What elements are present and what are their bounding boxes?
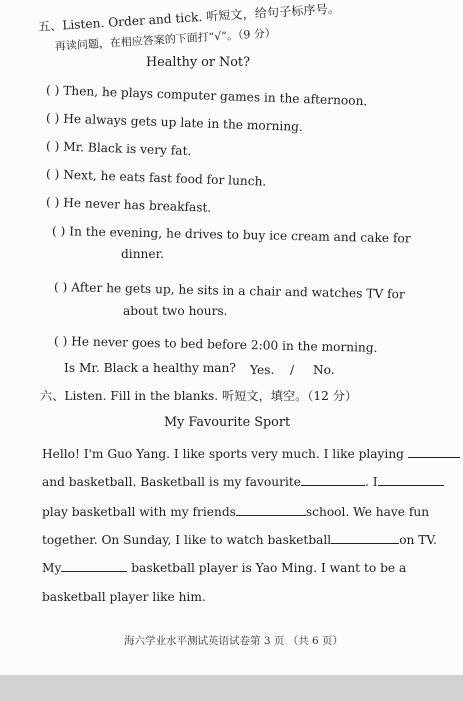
page-footer: 海六学业水平测试英语试卷第 3 页 （共 6 页） [124,635,344,647]
section5-title: Healthy or Not? [146,55,250,70]
answer-no[interactable]: No. [313,363,335,377]
list-item: ( ) He always gets up late in the morning. [45,111,304,134]
blank-2[interactable] [301,473,365,486]
passage-text: school. We have fun [305,505,430,519]
list-item: ( ) Next, he eats fast food for lunch. [45,167,267,189]
passage-text: Hello! I'm Guo Yang. I like sports very much. I like playing [42,447,404,461]
blank-4[interactable] [236,503,306,516]
question-text: Is Mr. Black a healthy man? [64,361,236,375]
passage-line-1 [42,445,460,461]
section5-instruction: 再读问题，在相应答案的下面打“√”。（9 分） [54,26,277,53]
passage-text: play basketball with my friends [42,505,236,519]
passage-line-2 [42,473,444,489]
list-item-continuation: dinner. [121,247,164,261]
list-item: ( ) He never has breakfast. [45,195,212,215]
answer-yes[interactable]: Yes. [250,363,275,377]
section6-heading: 六、Listen. Fill in the blanks. 听短文，填空。（12 分） [40,389,358,403]
answer-slash: / [290,363,295,377]
passage-text: . I [364,475,378,489]
passage-text: My [42,561,62,575]
list-item: ( ) He never goes to bed before 2:00 in the morning. [53,334,378,355]
passage-line-3 [42,503,429,519]
passage-line-6: basketball player like him. [42,590,206,604]
list-item: ( ) Then, he plays computer games in the afternoon. [45,83,368,109]
passage-text: basketball player is Yao Ming. I want to be a [131,561,407,575]
list-item-continuation: about two hours. [123,304,228,318]
section6-title: My Favourite Sport [164,415,291,430]
passage-line-4 [42,531,437,547]
passage-text: on TV. [399,533,437,547]
blank-5[interactable] [331,531,399,544]
list-item: ( ) In the evening, he drives to buy ice cream and cake for [51,224,411,246]
list-item: ( ) After he gets up, he sits in a chair and watches TV for [53,280,405,302]
passage-text: together. On Sunday, I like to watch basketball [42,533,332,547]
page-bottom-band [0,675,463,701]
section5-heading: 五、Listen. Order and tick. 听短文，给句子标序号。 [37,1,341,34]
passage-line-5 [42,559,406,575]
blank-3[interactable] [378,473,444,486]
blank-6[interactable] [61,559,127,572]
blank-1[interactable] [408,445,460,458]
list-item: ( ) Mr. Black is very fat. [45,139,192,159]
passage-text: and basketball. Basketball is my favourite [42,475,301,489]
